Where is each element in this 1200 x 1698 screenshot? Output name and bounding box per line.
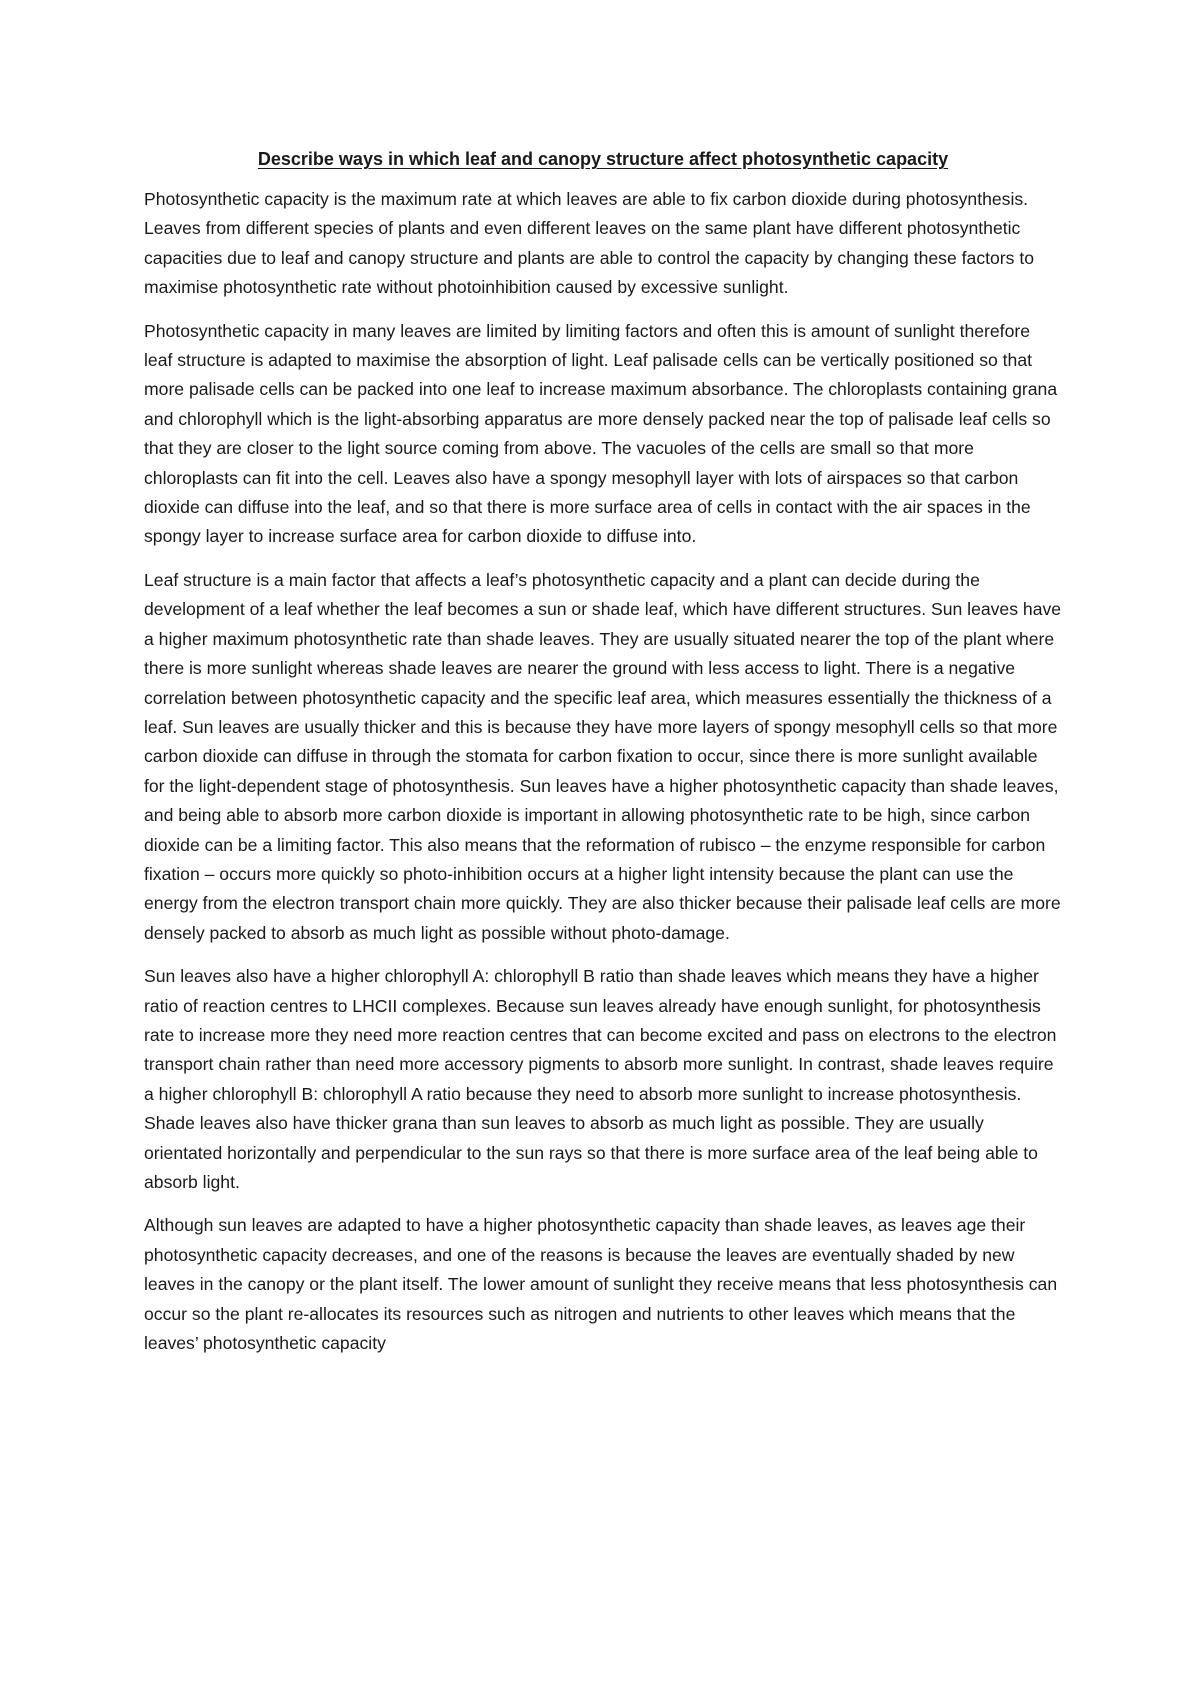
paragraph-5: Although sun leaves are adapted to have a higher photosynthetic capacity than shade leaves, as leaves age their photosynthetic capacity decreases, and one of the reasons is because the leaves are eventually shaded by new leaves in the canopy or the plant itself. The lower amount of sunlight they receive means that less photosynthesis can occur so the plant re-allocates its resources such as nitrogen and nutrients to other leaves which means that the leaves’ photosynthetic capacity — [144, 1215, 1058, 1354]
document-body — [144, 145, 1062, 1358]
paragraph-3: Leaf structure is a main factor that affects a leaf’s photosynthetic capacity and a plant can decide during the development of a leaf whether the leaf becomes a sun or shade leaf, which have different structures. Sun leaves have a higher maximum photosynthetic rate than shade leaves. They are usually situated nearer the top of the plant where there is more sunlight whereas shade leaves are nearer the ground with less access to light. There is a negative correlation between photosynthetic capacity and the specific leaf area, which measures essentially the thickness of a leaf. Sun leaves are usually thicker and this is because they have more layers of spongy mesophyll cells so that more carbon dioxide can diffuse in through the stomata for carbon fixation to occur, since there is more sunlight available for the light-dependent stage of photosynthesis. Sun leaves have a higher photosynthetic capacity than shade leaves, and being able to absorb more carbon dioxide is important in allowing photosynthetic rate to be high, since carbon dioxide can be a limiting factor. This also means that the reformation of rubisco – the enzyme responsible for carbon fixation – occurs more quickly so photo-inhibition occurs at a higher light intensity because the plant can use the energy from the electron transport chain more quickly. They are also thicker because their palisade leaf cells are more densely packed to absorb as much light as possible without photo-damage. — [144, 569, 1062, 943]
document-title: Describe ways in which leaf and canopy structure affect photosynthetic capacity — [257, 149, 949, 169]
paragraph-1: Photosynthetic capacity is the maximum rate at which leaves are able to fix carbon dioxide during photosynthesis. Leaves from different species of plants and even different leaves on the same plant have different photosynthetic capacities due to leaf and canopy structure and plants are able to control the capacity by changing these factors to maximise photosynthetic rate without photoinhibition caused by excessive sunlight. — [144, 189, 1035, 298]
paragraph-4: Sun leaves also have a higher chlorophyll A: chlorophyll B ratio than shade leaves which means they have a higher ratio of reaction centres to LHCII complexes. Because sun leaves already have enough sunlight, for photosynthesis rate to increase more they need more reaction centres that can become excited and pass on electrons to the electron transport chain rather than need more accessory pigments to absorb more sunlight. In contrast, shade leaves require a higher chlorophyll B: chlorophyll A ratio because they need to absorb more sunlight to increase photosynthesis. Shade leaves also have thicker grana than sun leaves to absorb as much light as possible. They are usually orientated horizontally and perpendicular to the sun rays so that there is more surface area of the leaf being able to absorb light. — [144, 966, 1057, 1192]
paragraph-2: Photosynthetic capacity in many leaves are limited by limiting factors and often this is amount of sunlight therefore leaf structure is adapted to maximise the absorption of light. Leaf palisade cells can be vertically positioned so that more palisade cells can be packed into one leaf to increase maximum absorbance. The chloroplasts containing grana and chlorophyll which is the light-absorbing apparatus are more densely packed near the top of palisade leaf cells so that they are closer to the light source coming from above. The vacuoles of the cells are small so that more chloroplasts can fit into the cell. Leaves also have a spongy mesophyll layer with lots of airspaces so that carbon dioxide can diffuse into the leaf, and so that there is more surface area of cells in contact with the air spaces in the spongy layer to increase surface area for carbon dioxide to diffuse into. — [144, 320, 1058, 547]
